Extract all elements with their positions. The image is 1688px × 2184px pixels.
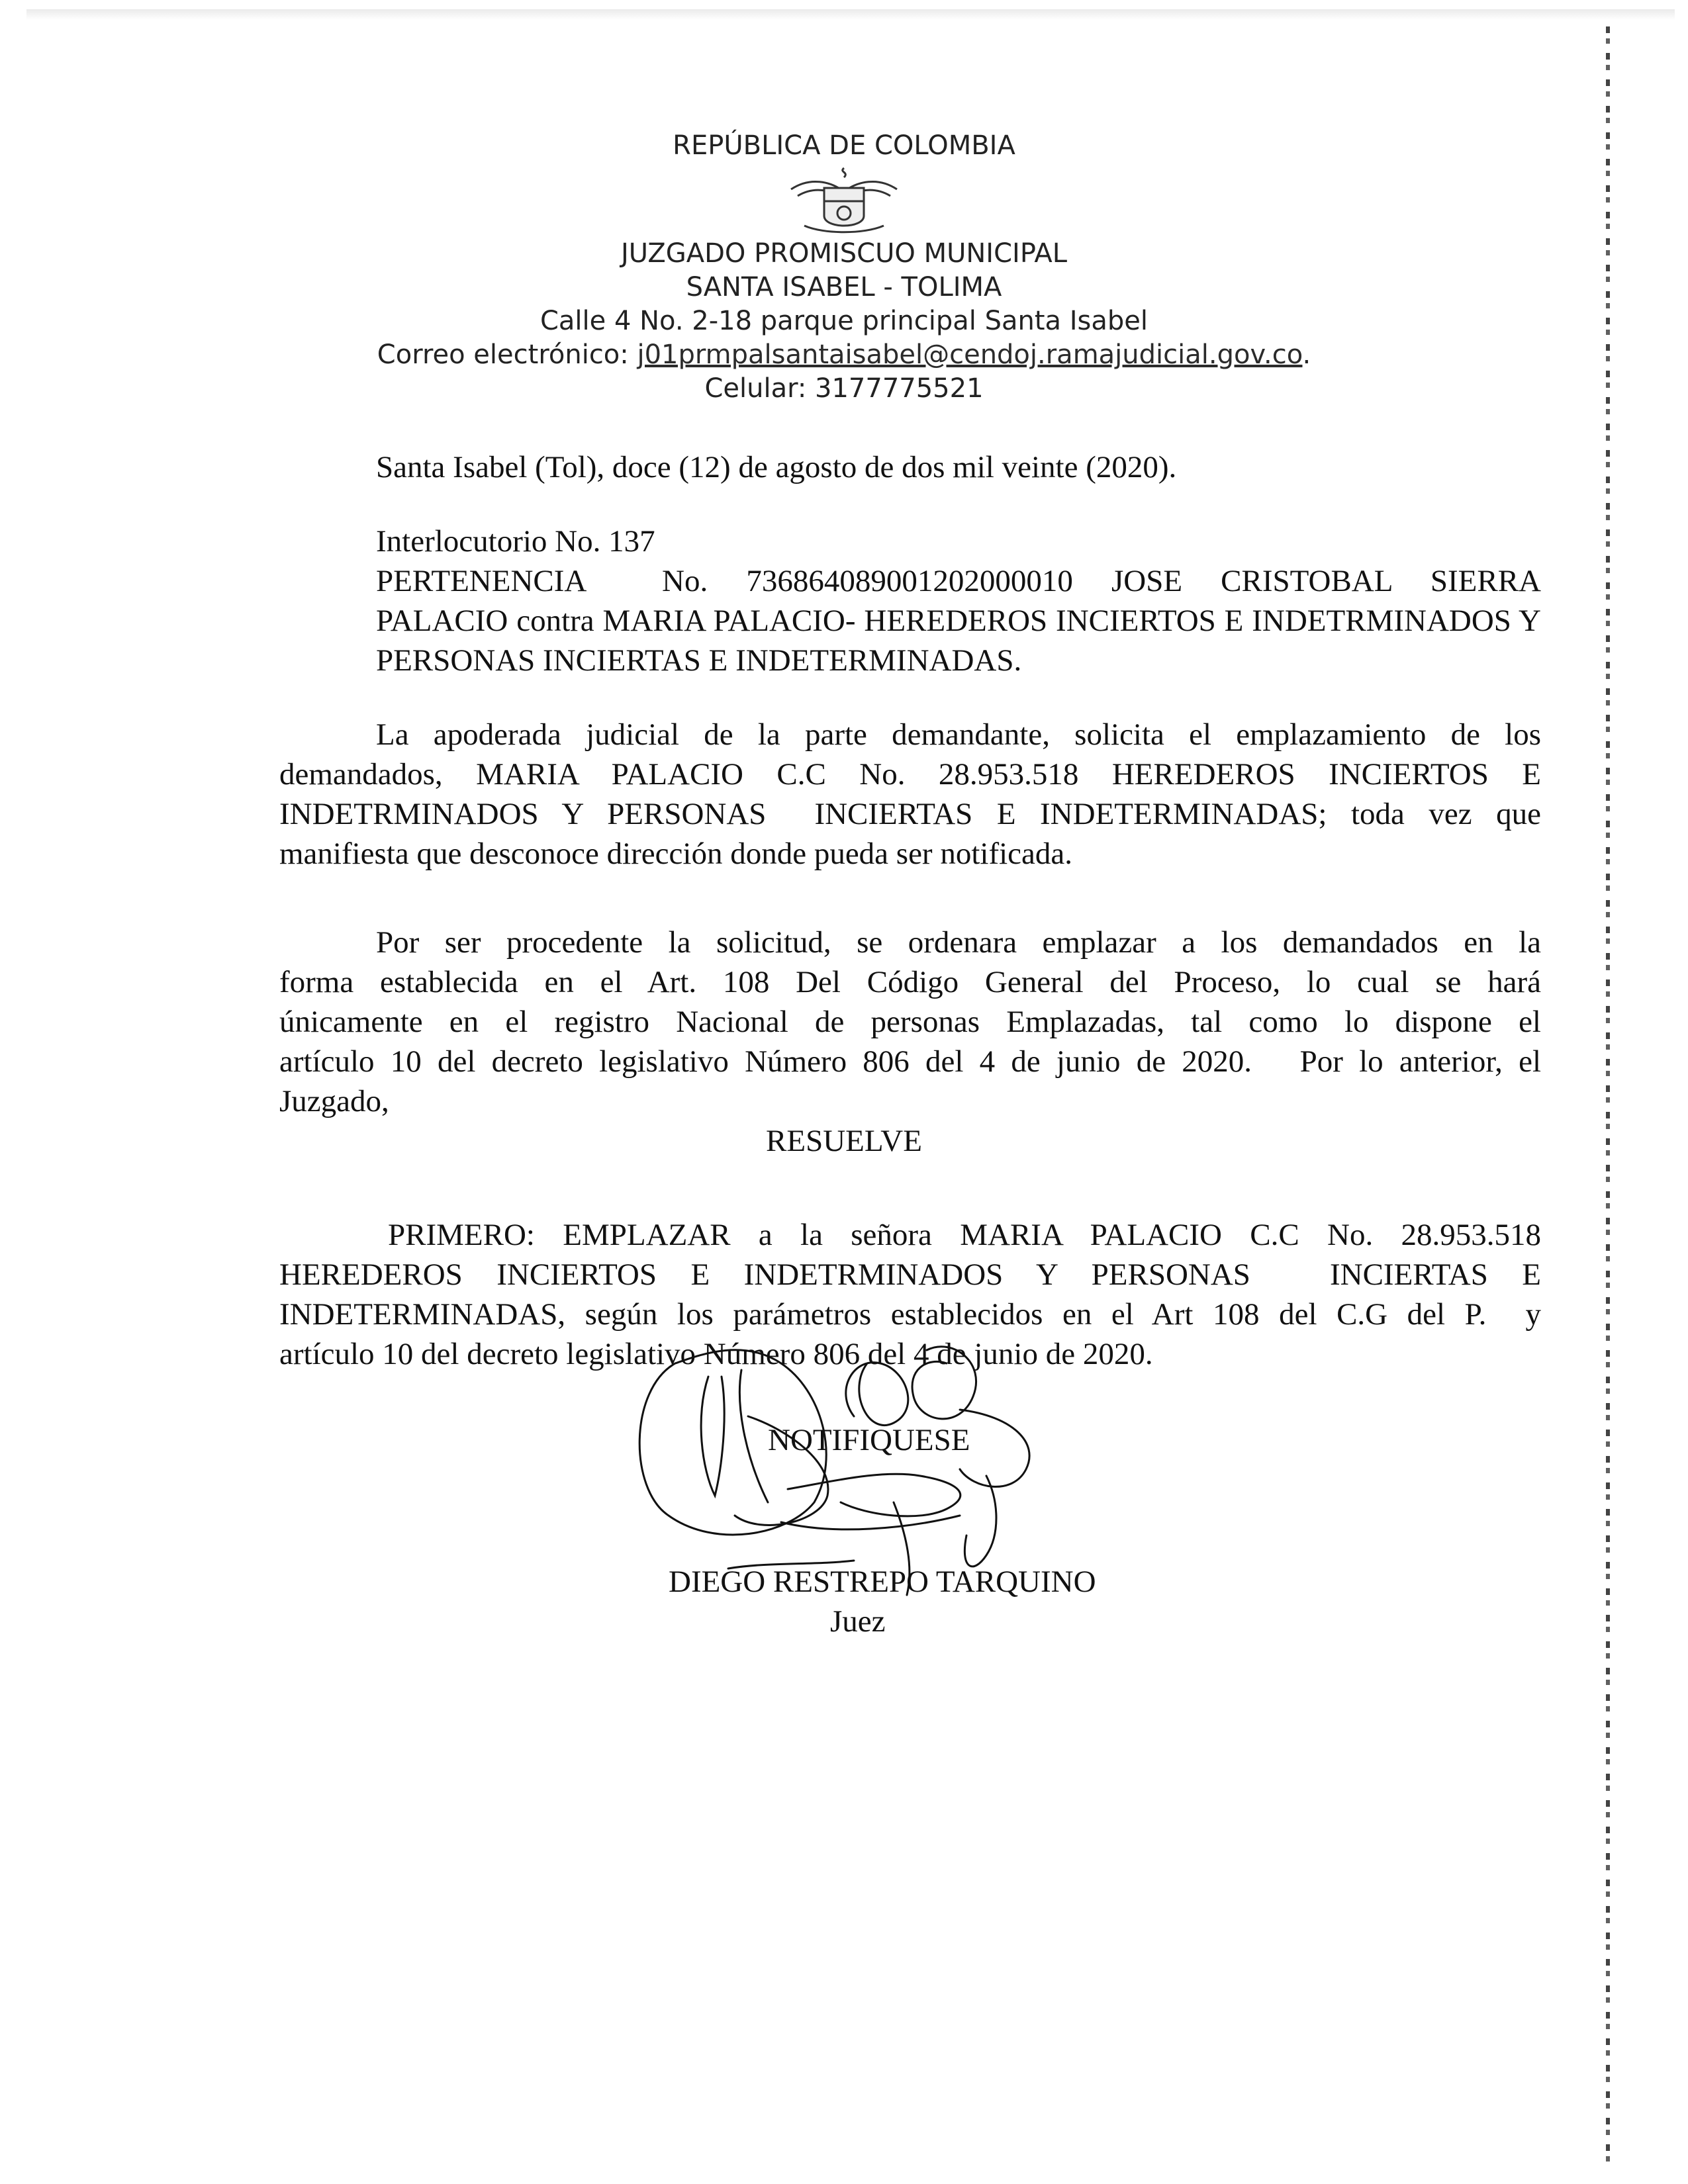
resuelve-heading: RESUELVE bbox=[766, 1124, 922, 1158]
case-line-1: PERTENENCIA No. 73686408900120200001​0 JOSE CRISTOBAL SIERRA bbox=[376, 564, 1541, 598]
paragraph-procedure: Por ser procedente la solicitud, se ordenara emplazar a los demandados en la forma establecida en el Art. 108 Del Código General del Proceso, lo cual se hará únicamente en el registro Nacional de personas Emplazadas, tal como lo dispone el artículo 10 del decreto legislativo Número 806 del 4 de junio de 2020. Por lo anterior, el Juzgado, bbox=[279, 925, 1541, 1118]
notifiquese: NOTIFIQUESE bbox=[768, 1423, 970, 1457]
case-line-3: PERSONAS INCIERTAS E INDETERMINADAS. bbox=[376, 643, 1022, 678]
paragraph-primero: PRIMERO: EMPLAZAR a la señora MARIA PALACIO C.C No. 28.953.518 HEREDEROS INCIERTOS E INDETRMINADOS Y PERSONAS INCIERTAS E INDETERMINADAS, según los parámetros establecidos en el Art 108 del C.G del P. y artículo 10 del decreto legislativo Número 806 del 4 de junio de 2020. bbox=[279, 1218, 1541, 1371]
country-name: REPÚBLICA DE COLOMBIA bbox=[673, 130, 1015, 161]
email-label: Correo electrónico: bbox=[377, 340, 637, 370]
court-location: SANTA ISABEL - TOLIMA bbox=[686, 272, 1002, 302]
coat-of-arms-icon bbox=[778, 163, 910, 237]
court-name: JUZGADO PROMISCUO MUNICIPAL bbox=[620, 238, 1068, 269]
court-address: Calle 4 No. 2-18 parque principal Santa Isabel bbox=[539, 306, 1149, 336]
case-line-2: PALACIO contra MARIA PALACIO- HEREDEROS INCIERTOS E INDETRMINADOS Y bbox=[376, 604, 1541, 638]
date-line: Santa Isabel (Tol), doce (12) de agosto de dos mil veinte (2020). bbox=[376, 450, 1177, 484]
signer-title: Juez bbox=[830, 1604, 886, 1639]
phone-number: Celular: 3177775521 bbox=[704, 373, 984, 404]
signer-name: DIEGO RESTREPO TARQUINO bbox=[669, 1565, 1096, 1599]
interlocutorio-number: Interlocutorio No. 137 bbox=[376, 524, 655, 559]
email-line: Correo electrónico: j01prmpalsantaisabel@cendoj.ramajudicial.gov.co. bbox=[377, 340, 1311, 370]
paragraph-request: La apoderada judicial de la parte demandante, solicita el emplazamiento de los demandados, MARIA PALACIO C.C No. 28.953.518 HEREDEROS INCIERTOS E INDETRMINADOS Y PERSONAS INCIERTAS E INDETERMINADAS; toda vez que manifiesta que desconoce dirección donde pueda ser notificada. bbox=[279, 717, 1541, 871]
scan-edge-top bbox=[26, 9, 1675, 20]
email-link[interactable]: j01prmpalsantaisabel@cendoj.ramajudicial.gov.co bbox=[637, 340, 1303, 370]
case-reference bbox=[376, 522, 1541, 680]
letterhead bbox=[0, 129, 1688, 406]
